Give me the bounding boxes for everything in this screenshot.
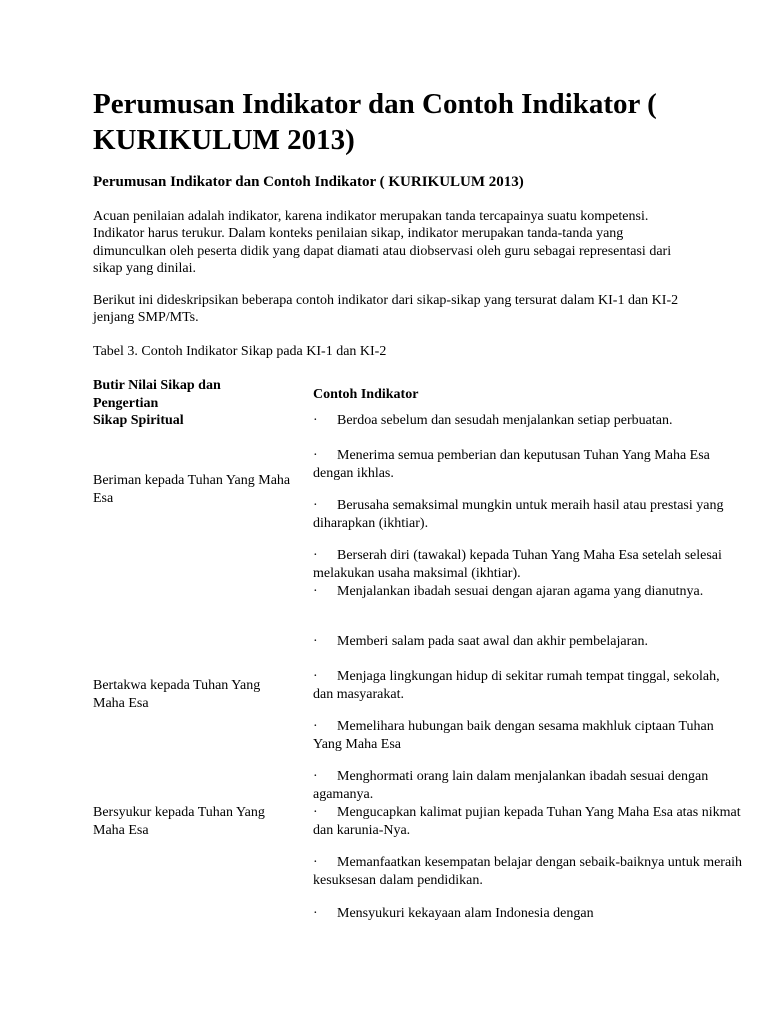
bullet-icon: · [313,584,318,599]
indicator-item [313,668,743,703]
indicator-text: Berusaha semaksimal mungkin untuk meraih hasil atau prestasi yang diharapkan (ikhtiar). [313,498,724,531]
indicator-item [313,854,743,889]
paragraph-intro: Acuan penilaian adalah indikator, karena indikator merupakan tanda tercapainya suatu kompetensi. Indikator harus terukur. Dalam konteks penilaian sikap, indikator merupakan tanda-tanda yang dimunculkan oleh peserta didik yang dapat diamati atau diobservasi oleh guru sebagai representasi dari sikap yang dinilai. [93,209,672,276]
attitude-item: Bersyukur kepada Tuhan Yang Maha Esa [93,805,265,838]
bullet-icon: · [313,634,318,649]
indicator-text: Berserah diri (tawakal) kepada Tuhan Yang Maha Esa setelah selesai melakukan usaha maksimal (ikhtiar). [313,548,722,581]
indicator-text: Menjaga lingkungan hidup di sekitar rumah tempat tinggal, sekolah, dan masyarakat. [313,669,720,702]
indicator-item [313,447,743,482]
indicator-text: Memanfaatkan kesempatan belajar dengan sebaik-baiknya untuk meraih kesuksesan dalam pendidikan. [313,855,743,888]
bullet-icon: · [313,805,318,820]
bullet-icon: · [313,719,318,734]
table-header-right: Contoh Indikator [313,387,419,402]
table-caption: Tabel 3. Contoh Indikator Sikap pada KI-1 dan KI-2 [93,344,387,359]
indicator-item [313,905,743,923]
indicator-item [313,633,743,651]
indicator-item [313,547,743,582]
document-subtitle: Perumusan Indikator dan Contoh Indikator ( KURIKULUM 2013) [93,174,524,190]
indicator-item [313,804,743,839]
indicator-item [313,412,743,430]
bullet-icon: · [313,669,318,684]
indicator-item [313,583,743,601]
paragraph-description: Berikut ini dideskripsikan beberapa contoh indikator dari sikap-sikap yang tersurat dalam KI-1 dan KI-2 jenjang SMP/MTs. [93,293,679,326]
indicator-text: Menjalankan ibadah sesuai dengan ajaran agama yang dianutnya. [337,584,704,599]
indicator-text: Mensyukuri kekayaan alam Indonesia dengan [337,906,594,921]
indicator-item [313,497,743,532]
indicator-text: Memberi salam pada saat awal dan akhir pembelajaran. [337,634,648,649]
indicator-text: Menerima semua pemberian dan keputusan Tuhan Yang Maha Esa dengan ikhlas. [313,448,710,481]
header-left-label: Butir Nilai Sikap dan Pengertian [93,378,221,411]
indicator-text: Mengucapkan kalimat pujian kepada Tuhan Yang Maha Esa atas nikmat dan karunia-Nya. [313,805,741,838]
indicator-text: Memelihara hubungan baik dengan sesama makhluk ciptaan Tuhan Yang Maha Esa [313,719,714,752]
indicator-item [313,768,743,803]
indicator-text: Berdoa sebelum dan sesudah menjalankan setiap perbuatan. [337,413,673,428]
bullet-icon: · [313,906,318,921]
bullet-icon: · [313,548,318,563]
attitude-item: Beriman kepada Tuhan Yang Maha Esa [93,473,291,506]
document-title: Perumusan Indikator dan Contoh Indikator ( KURIKULUM 2013) [93,88,657,156]
attitude-item: Bertakwa kepada Tuhan Yang Maha Esa [93,678,261,711]
indicator-item [313,718,743,753]
bullet-icon: · [313,413,318,428]
table-header-left [93,377,283,430]
indicator-text: Menghormati orang lain dalam menjalankan ibadah sesuai dengan agamanya. [313,769,709,802]
bullet-icon: · [313,769,318,784]
bullet-icon: · [313,448,318,463]
section-label: Sikap Spiritual [93,413,184,428]
bullet-icon: · [313,498,318,513]
bullet-icon: · [313,855,318,870]
